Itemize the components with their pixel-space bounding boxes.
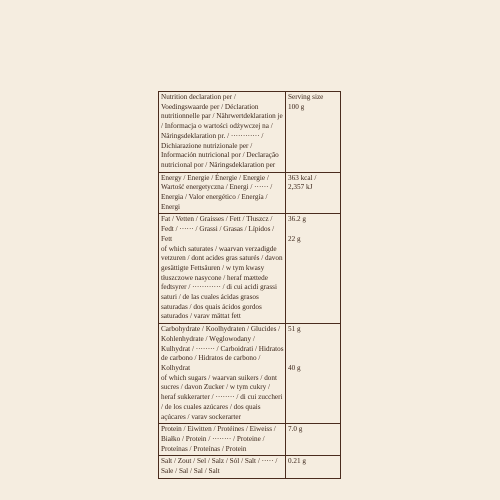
table-row-energy	[159, 172, 341, 214]
value-cell: 363 kcal / 2,357 kJ	[286, 172, 341, 214]
value-cell: 36.2 g 22 g	[286, 214, 341, 324]
table-row-fat	[159, 214, 341, 324]
nutrition-table	[158, 91, 341, 479]
table-row-salt	[159, 456, 341, 478]
table-row-carbohydrate	[159, 324, 341, 424]
value-cell: 7.0 g	[286, 424, 341, 456]
value-cell: Serving size 100 g	[286, 92, 341, 173]
nutrient-cell: Energy / Energie / Énergie / Energie / Wartość energetyczna / Energi / ······ / Energia / Valor energético / Energía / Energi	[159, 172, 286, 214]
value-cell: 0.21 g	[286, 456, 341, 478]
table-row-protein	[159, 424, 341, 456]
nutrient-cell: Carbohydrate / Koolhydraten / Glucides / Kohlenhydrate / Węglowodany / Kulhydrat / ········ / Carboidrati / Hidratos de carbono / Hidratos de carbono / Kolhydrat of which sugars / waarvan suikers / dont sucres / davon Zucker / w tym cukry / heraf sukkerarter / ········ / di cui zuccheri / de los cuales azúcares / dos quais açúcares / varav sockerarter	[159, 324, 286, 424]
nutrient-cell: Protein / Eiwitten / Protéines / Eiweiss / Białko / Protein / ········ / Proteine / Proteínas / Proteínas / Protein	[159, 424, 286, 456]
table-row-header	[159, 92, 341, 173]
nutrient-cell: Nutrition declaration per / Voedingswaarde per / Déclaration nutritionnelle par / Nährwertdeklaration je / Informacja o wartości odżywczej na / Näringsdeklaration pr. / ············ / Dichiarazione nutrizionale per / Información nutricional por / Declaração nutricional por / Näringsdeklaration per	[159, 92, 286, 173]
nutrient-cell: Salt / Zout / Sel / Salz / Sól / Salt / ····· / Sale / Sal / Sal / Salt	[159, 456, 286, 478]
nutrient-cell: Fat / Vetten / Graisses / Fett / Tłuszcz / Fedt / ······ / Grassi / Grasas / Lípidos / Fett of which saturates / waarvan verzadigde vetzuren / dont acides gras saturés / davon gesättigte Fettsäuren / w tym kwasy tłuszczowe nasycone / heraf mættede fedtsyrer / ············ / di cui acidi grassi saturi / de las cuales ácidas grasos saturadas / dos quais ácidos gordos saturados / varav mättat fett	[159, 214, 286, 324]
value-cell: 51 g 40 g	[286, 324, 341, 424]
